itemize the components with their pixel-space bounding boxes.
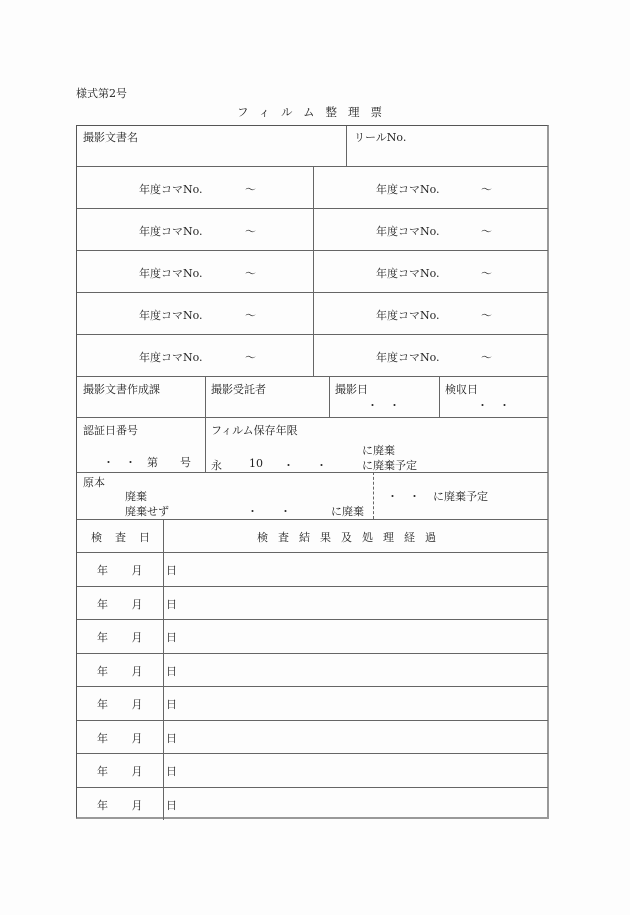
- reel-number-label: リールNo.: [354, 131, 407, 144]
- divider: [346, 126, 347, 166]
- contractor-label: 撮影受託者: [211, 383, 266, 396]
- divider: [77, 787, 548, 788]
- divider: [77, 586, 548, 587]
- retention-permanent: 永: [211, 459, 222, 472]
- original-label: 原本: [83, 476, 105, 489]
- planned-date-dots: ・ ・: [387, 490, 420, 503]
- shoot-date-value: ・ ・: [367, 399, 400, 412]
- cert-value: ・ ・ 第 号: [103, 456, 191, 469]
- inspection-date-header: 検査日: [91, 531, 163, 544]
- divider: [77, 208, 548, 209]
- divider: [329, 376, 330, 417]
- inspection-date: 年 月 日: [97, 631, 187, 644]
- frame-right-label: 年度コマNo.: [376, 351, 440, 364]
- divider: [77, 417, 548, 418]
- disposed-label: に廃棄: [362, 444, 395, 457]
- frame-left-label: 年度コマNo.: [139, 225, 203, 238]
- divider: [77, 753, 548, 754]
- inspection-result[interactable]: [169, 629, 539, 643]
- divider: [77, 653, 548, 654]
- divider: [77, 292, 548, 293]
- inspection-result[interactable]: [169, 696, 539, 710]
- frame-right-tilde: 〜: [481, 267, 492, 280]
- frame-left-tilde: 〜: [245, 225, 256, 238]
- planned-disposal-label: に廃棄予定: [362, 459, 417, 472]
- frame-left-label: 年度コマNo.: [139, 183, 203, 196]
- frame-right-tilde: 〜: [481, 351, 492, 364]
- inspection-result[interactable]: [169, 730, 539, 744]
- frame-left-tilde: 〜: [245, 309, 256, 322]
- inspection-result[interactable]: [169, 663, 539, 677]
- option-dispose[interactable]: 廃棄: [125, 490, 147, 503]
- inspection-result[interactable]: [169, 562, 539, 576]
- divider: [77, 472, 548, 473]
- shoot-date-label: 撮影日: [335, 383, 368, 396]
- inspection-result[interactable]: [169, 763, 539, 777]
- form-number: 様式第2号: [76, 87, 127, 100]
- inspection-result[interactable]: [169, 797, 539, 811]
- film-record-table: [76, 125, 549, 819]
- retention-label: フィルム保存年限: [211, 424, 298, 437]
- divider: [77, 376, 548, 377]
- inspection-result[interactable]: [169, 596, 539, 610]
- frame-right-label: 年度コマNo.: [376, 183, 440, 196]
- dashed-divider: [373, 472, 374, 519]
- divider: [77, 686, 548, 687]
- frame-right-label: 年度コマNo.: [376, 225, 440, 238]
- inspection-result-header: 検査結果及処理経過: [257, 531, 446, 544]
- creating-section-label: 撮影文書作成課: [83, 383, 160, 396]
- retention-dots: ・ ・: [283, 459, 327, 472]
- divider: [313, 166, 314, 376]
- document-name-label: 撮影文書名: [83, 131, 138, 144]
- frame-right-tilde: 〜: [481, 309, 492, 322]
- dispose-suffix: に廃棄: [331, 505, 364, 518]
- acceptance-date-value: ・ ・: [477, 399, 510, 412]
- divider: [77, 720, 548, 721]
- planned-suffix: に廃棄予定: [433, 490, 488, 503]
- divider: [77, 334, 548, 335]
- option-keep[interactable]: 廃棄せず: [125, 505, 169, 518]
- page-title: フィルム整理票: [236, 105, 394, 119]
- divider: [77, 250, 548, 251]
- frame-left-label: 年度コマNo.: [139, 267, 203, 280]
- inspection-date: 年 月 日: [97, 765, 187, 778]
- frame-right-label: 年度コマNo.: [376, 267, 440, 280]
- inspection-date: 年 月 日: [97, 698, 187, 711]
- acceptance-date-label: 検収日: [445, 383, 478, 396]
- frame-right-label: 年度コマNo.: [376, 309, 440, 322]
- inspection-date: 年 月 日: [97, 564, 187, 577]
- inspection-date: 年 月 日: [97, 798, 187, 812]
- cert-label: 認証日番号: [83, 424, 138, 437]
- frame-left-label: 年度コマNo.: [139, 309, 203, 322]
- frame-left-tilde: 〜: [245, 267, 256, 280]
- divider: [77, 619, 548, 620]
- divider: [439, 376, 440, 417]
- divider: [77, 519, 548, 520]
- inspection-date: 年 月 日: [97, 664, 187, 678]
- inspection-date: 年 月 日: [97, 731, 187, 745]
- divider: [77, 552, 548, 553]
- frame-left-tilde: 〜: [245, 183, 256, 196]
- retention-years: 10: [249, 457, 263, 470]
- frame-left-label: 年度コマNo.: [139, 351, 203, 364]
- frame-right-tilde: 〜: [481, 183, 492, 196]
- inspection-date: 年 月 日: [97, 597, 187, 611]
- frame-left-tilde: 〜: [245, 351, 256, 364]
- divider: [205, 376, 206, 472]
- frame-right-tilde: 〜: [481, 225, 492, 238]
- dispose-date-dots: ・ ・: [247, 505, 291, 518]
